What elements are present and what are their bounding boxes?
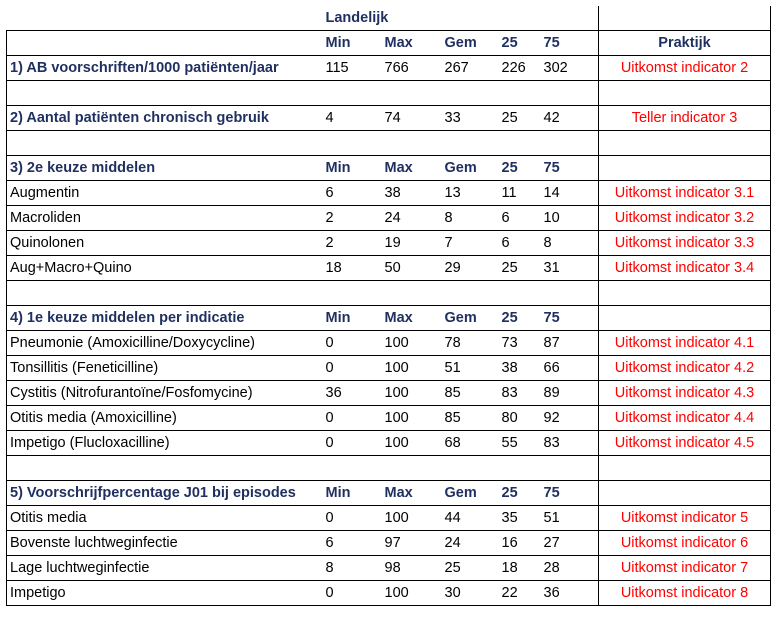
spacer-row (7, 456, 771, 481)
column-header-max: Max (382, 31, 442, 56)
value-min: 0 (323, 356, 382, 381)
section-title: 1) AB voorschriften/1000 patiënten/jaar (7, 56, 323, 81)
practice-result: Uitkomst indicator 4.5 (599, 431, 771, 456)
value-min: 6 (323, 531, 382, 556)
value-min: 36 (323, 381, 382, 406)
value-25: 73 (499, 331, 541, 356)
row-label: Otitis media (7, 506, 323, 531)
value-max: 100 (382, 356, 442, 381)
practice-result: Uitkomst indicator 3.1 (599, 181, 771, 206)
value-25: 38 (499, 356, 541, 381)
row-label: Bovenste luchtweginfectie (7, 531, 323, 556)
column-header-25: 25 (499, 306, 541, 331)
indicator-table (6, 6, 771, 606)
practice-result: Teller indicator 3 (599, 106, 771, 131)
column-header-25: 25 (499, 31, 541, 56)
header-group-row (7, 6, 771, 31)
practice-result: Uitkomst indicator 7 (599, 556, 771, 581)
value-max: 98 (382, 556, 442, 581)
table-row (7, 356, 771, 381)
section-4-header-row (7, 306, 771, 331)
value-25: 11 (499, 181, 541, 206)
value-25: 226 (499, 56, 541, 81)
column-header-75: 75 (541, 481, 599, 506)
table-row (7, 256, 771, 281)
row-label: Impetigo (7, 581, 323, 606)
section-3-header-row (7, 156, 771, 181)
value-min: 4 (323, 106, 382, 131)
column-header-75: 75 (541, 156, 599, 181)
section-5-header-row (7, 481, 771, 506)
value-min: 0 (323, 581, 382, 606)
section-title: 3) 2e keuze middelen (7, 156, 323, 181)
value-min: 2 (323, 231, 382, 256)
value-25: 25 (499, 256, 541, 281)
value-max: 38 (382, 181, 442, 206)
value-min: 6 (323, 181, 382, 206)
value-max: 74 (382, 106, 442, 131)
table-row (7, 206, 771, 231)
value-max: 50 (382, 256, 442, 281)
value-75: 92 (541, 406, 599, 431)
value-75: 51 (541, 506, 599, 531)
value-75: 10 (541, 206, 599, 231)
value-25: 83 (499, 381, 541, 406)
column-header-min: Min (323, 306, 382, 331)
column-header-max: Max (382, 156, 442, 181)
value-75: 83 (541, 431, 599, 456)
practice-result: Uitkomst indicator 3.2 (599, 206, 771, 231)
value-75: 14 (541, 181, 599, 206)
column-header-min: Min (323, 31, 382, 56)
table-row (7, 531, 771, 556)
value-gem: 29 (442, 256, 499, 281)
value-gem: 13 (442, 181, 499, 206)
table-row (7, 581, 771, 606)
value-25: 22 (499, 581, 541, 606)
table-row (7, 331, 771, 356)
row-label: Otitis media (Amoxicilline) (7, 406, 323, 431)
value-25: 6 (499, 206, 541, 231)
value-max: 100 (382, 431, 442, 456)
value-min: 8 (323, 556, 382, 581)
value-gem: 68 (442, 431, 499, 456)
table-row (7, 556, 771, 581)
landelijk-header: Landelijk (325, 10, 389, 26)
column-header-min: Min (323, 481, 382, 506)
value-25: 6 (499, 231, 541, 256)
value-min: 2 (323, 206, 382, 231)
header-columns-row (7, 31, 771, 56)
column-header-25: 25 (499, 156, 541, 181)
value-75: 87 (541, 331, 599, 356)
value-gem: 33 (442, 106, 499, 131)
practice-result: Uitkomst indicator 4.1 (599, 331, 771, 356)
value-min: 0 (323, 331, 382, 356)
value-75: 8 (541, 231, 599, 256)
spacer-row (7, 131, 771, 156)
spacer-row (7, 81, 771, 106)
value-min: 115 (323, 56, 382, 81)
column-header-25: 25 (499, 481, 541, 506)
value-75: 66 (541, 356, 599, 381)
value-75: 27 (541, 531, 599, 556)
value-max: 24 (382, 206, 442, 231)
column-header-75: 75 (541, 306, 599, 331)
value-75: 28 (541, 556, 599, 581)
row-label: Macroliden (7, 206, 323, 231)
practice-result: Uitkomst indicator 5 (599, 506, 771, 531)
value-75: 89 (541, 381, 599, 406)
row-label: Pneumonie (Amoxicilline/Doxycycline) (7, 331, 323, 356)
section-title: 4) 1e keuze middelen per indicatie (7, 306, 323, 331)
spacer-row (7, 281, 771, 306)
value-75: 42 (541, 106, 599, 131)
value-max: 19 (382, 231, 442, 256)
practice-result: Uitkomst indicator 2 (599, 56, 771, 81)
column-header-75: 75 (541, 31, 599, 56)
value-75: 36 (541, 581, 599, 606)
value-25: 18 (499, 556, 541, 581)
value-gem: 25 (442, 556, 499, 581)
value-25: 25 (499, 106, 541, 131)
value-gem: 85 (442, 406, 499, 431)
value-max: 100 (382, 406, 442, 431)
practice-result: Uitkomst indicator 3.4 (599, 256, 771, 281)
value-75: 31 (541, 256, 599, 281)
value-max: 97 (382, 531, 442, 556)
practice-result: Uitkomst indicator 4.3 (599, 381, 771, 406)
table-row (7, 406, 771, 431)
value-max: 100 (382, 581, 442, 606)
practice-result: Uitkomst indicator 6 (599, 531, 771, 556)
indicator-spreadsheet (6, 6, 771, 606)
section-1-row (7, 56, 771, 81)
section-2-row (7, 106, 771, 131)
value-gem: 51 (442, 356, 499, 381)
column-header-max: Max (382, 306, 442, 331)
table-row (7, 506, 771, 531)
praktijk-header: Praktijk (599, 31, 771, 56)
value-max: 100 (382, 506, 442, 531)
practice-result: Uitkomst indicator 4.2 (599, 356, 771, 381)
column-header-min: Min (323, 156, 382, 181)
column-header-gem: Gem (442, 156, 499, 181)
row-label: Augmentin (7, 181, 323, 206)
value-max: 766 (382, 56, 442, 81)
value-25: 80 (499, 406, 541, 431)
value-min: 0 (323, 431, 382, 456)
row-label: Cystitis (Nitrofurantoïne/Fosfomycine) (7, 381, 323, 406)
row-label: Impetigo (Flucloxacilline) (7, 431, 323, 456)
value-gem: 30 (442, 581, 499, 606)
row-label: Quinolonen (7, 231, 323, 256)
value-gem: 78 (442, 331, 499, 356)
value-min: 0 (323, 506, 382, 531)
column-header-gem: Gem (442, 31, 499, 56)
value-min: 0 (323, 406, 382, 431)
value-75: 302 (541, 56, 599, 81)
practice-result: Uitkomst indicator 3.3 (599, 231, 771, 256)
value-gem: 8 (442, 206, 499, 231)
value-gem: 267 (442, 56, 499, 81)
table-row (7, 231, 771, 256)
value-gem: 85 (442, 381, 499, 406)
value-min: 18 (323, 256, 382, 281)
value-25: 55 (499, 431, 541, 456)
value-max: 100 (382, 331, 442, 356)
row-label: Aug+Macro+Quino (7, 256, 323, 281)
value-max: 100 (382, 381, 442, 406)
section-title: 2) Aantal patiënten chronisch gebruik (7, 106, 323, 131)
value-gem: 24 (442, 531, 499, 556)
column-header-max: Max (382, 481, 442, 506)
table-row (7, 181, 771, 206)
value-25: 35 (499, 506, 541, 531)
value-25: 16 (499, 531, 541, 556)
table-row (7, 431, 771, 456)
column-header-gem: Gem (442, 481, 499, 506)
practice-result: Uitkomst indicator 8 (599, 581, 771, 606)
table-row (7, 381, 771, 406)
column-header-gem: Gem (442, 306, 499, 331)
section-title: 5) Voorschrijfpercentage J01 bij episodes (7, 481, 323, 506)
value-gem: 7 (442, 231, 499, 256)
value-gem: 44 (442, 506, 499, 531)
row-label: Lage luchtweginfectie (7, 556, 323, 581)
practice-result: Uitkomst indicator 4.4 (599, 406, 771, 431)
row-label: Tonsillitis (Feneticilline) (7, 356, 323, 381)
